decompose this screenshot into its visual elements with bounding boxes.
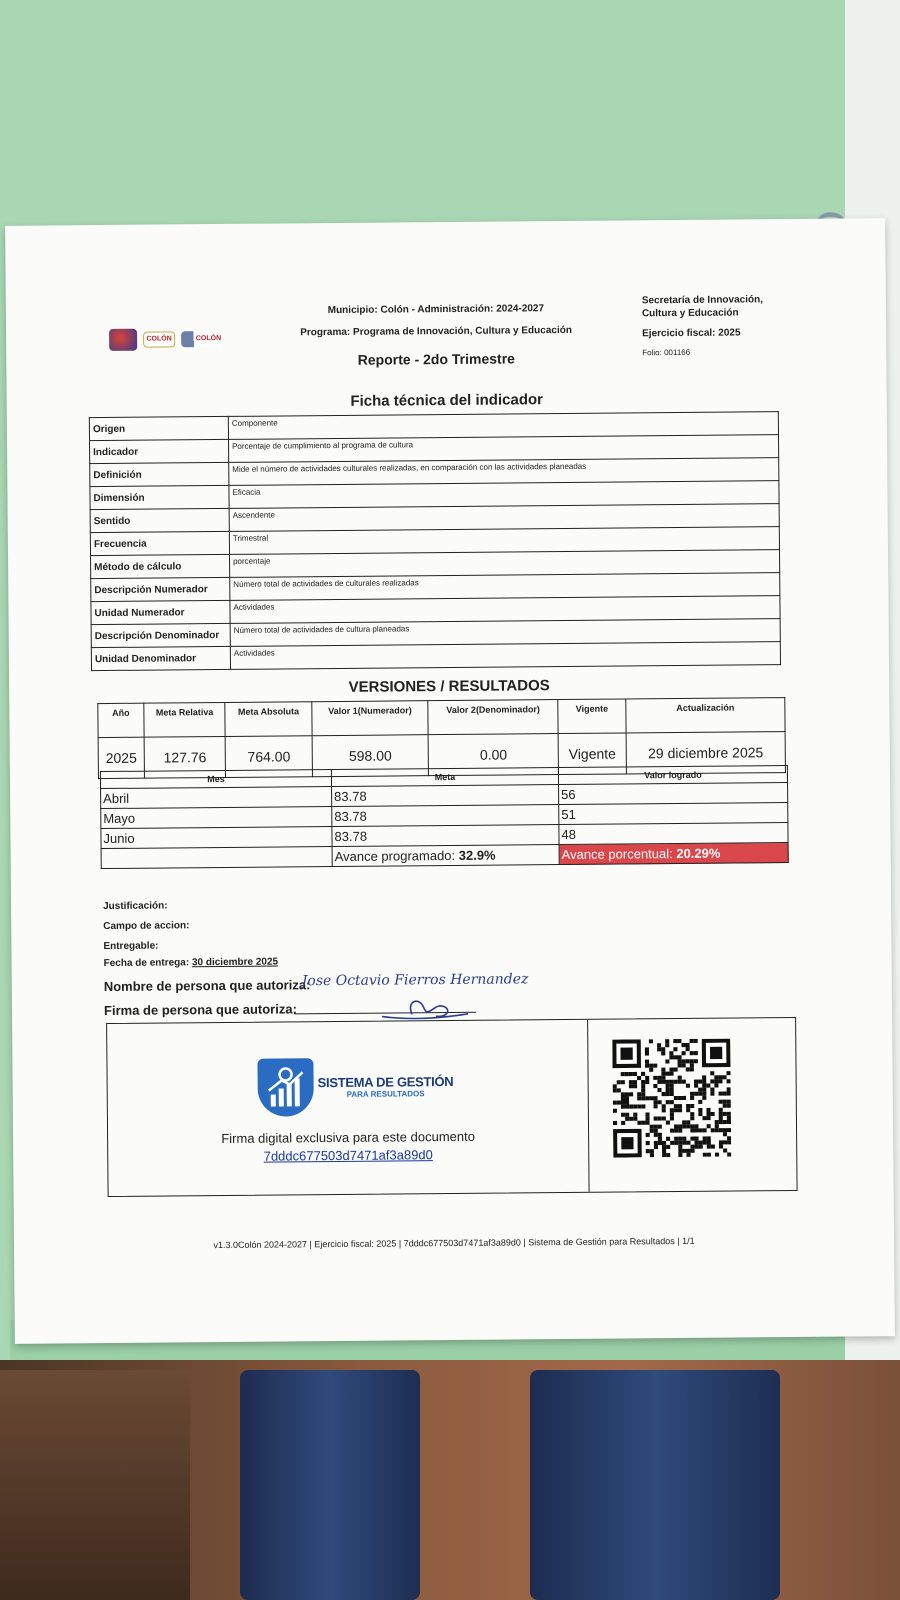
valor-cell: 51 bbox=[559, 803, 788, 825]
ficha-value: Componente bbox=[228, 412, 778, 440]
meta-header: Meta bbox=[331, 768, 558, 787]
nombre-autoriza-label: Nombre de persona que autoriza: bbox=[103, 977, 311, 995]
signer-name-handwriting: Jose Octavio Fierros Hernandez bbox=[301, 971, 529, 990]
valor-cell: 48 bbox=[559, 823, 788, 845]
ficha-value: Actividades bbox=[230, 642, 780, 670]
meses-table bbox=[100, 765, 789, 869]
colon-seal-icon: COLÓN bbox=[181, 331, 223, 347]
ficha-row bbox=[91, 642, 780, 671]
header-logos bbox=[109, 328, 223, 351]
ficha-value: Eficacia bbox=[229, 481, 779, 509]
qr-code-icon bbox=[612, 1039, 731, 1158]
ficha-label: Dimensión bbox=[90, 485, 229, 509]
versiones-value: 2025 bbox=[98, 737, 144, 778]
versiones-header: Meta Relativa bbox=[144, 702, 226, 737]
header-center bbox=[236, 302, 637, 368]
avance-porcentual: Avance porcentual: 20.29% bbox=[559, 843, 788, 865]
versiones-value: Vigente bbox=[558, 733, 626, 775]
versiones-header: Valor 1(Numerador) bbox=[312, 701, 429, 736]
versiones-header: Año bbox=[98, 703, 144, 737]
versiones-header: Valor 2(Denominador) bbox=[428, 700, 558, 735]
ficha-label: Sentido bbox=[90, 508, 229, 532]
cardboard-box bbox=[0, 1370, 190, 1600]
programa-text: Programa: Programa de Innovación, Cultura y Educación bbox=[300, 324, 572, 339]
ficha-label: Frecuencia bbox=[90, 531, 229, 555]
ficha-label: Unidad Denominador bbox=[91, 646, 230, 670]
firma-digital-box bbox=[106, 1017, 797, 1197]
versiones-value: 127.76 bbox=[144, 736, 226, 778]
signature-scribble bbox=[372, 994, 472, 1023]
ficha-value: Número total de actividades de cultura planeadas bbox=[230, 619, 780, 647]
versiones-value: 764.00 bbox=[226, 736, 313, 778]
ficha-label: Descripción Denominador bbox=[91, 623, 230, 647]
ficha-title: Ficha técnica del indicador bbox=[350, 391, 544, 410]
folio-text: Folio: 001166 bbox=[642, 347, 691, 358]
ficha-value: porcentaje bbox=[230, 550, 780, 578]
sgr-title: SISTEMA DE GESTIÓN bbox=[317, 1073, 454, 1091]
ficha-label: Descripción Numerador bbox=[91, 577, 230, 601]
secretaria-text: Secretaría de Innovación, Cultura y Educación bbox=[641, 294, 764, 320]
mes-header: Mes bbox=[100, 770, 331, 789]
ficha-label: Definición bbox=[90, 462, 229, 486]
ficha-value: Número total de actividades de culturales realizadas bbox=[230, 573, 780, 601]
fecha-entrega: Fecha de entrega: 30 diciembre 2025 bbox=[103, 956, 279, 970]
ficha-label: Unidad Numerador bbox=[91, 600, 230, 624]
ficha-label: Indicador bbox=[90, 439, 229, 463]
meta-cell: 83.78 bbox=[332, 785, 559, 807]
mes-cell: Abril bbox=[101, 787, 332, 809]
campo-label: Campo de accion: bbox=[103, 920, 190, 933]
empty-cell bbox=[101, 847, 332, 869]
mes-cell: Junio bbox=[101, 827, 332, 849]
sgr-subtitle: PARA RESULTADOS bbox=[346, 1089, 425, 1099]
versiones-value: 29 diciembre 2025 bbox=[626, 732, 785, 774]
ficha-label: Método de cálculo bbox=[91, 554, 230, 578]
ejercicio-text: Ejercicio fiscal: 2025 bbox=[642, 327, 741, 340]
versiones-value: 598.00 bbox=[312, 735, 429, 777]
versiones-header: Actualización bbox=[626, 698, 785, 733]
entregable-label: Entregable: bbox=[103, 940, 159, 953]
reporte-title: Reporte - 2do Trimestre bbox=[357, 350, 515, 368]
versiones-header: Vigente bbox=[558, 699, 626, 734]
header-right bbox=[642, 292, 863, 357]
ficha-value: Porcentaje de cumplimiento al programa de cultura bbox=[229, 435, 779, 463]
firma-hash-link[interactable]: 7dddc677503d7471af3a89d0 bbox=[263, 1147, 433, 1164]
versiones-header: Meta Absoluta bbox=[225, 702, 312, 737]
footer-text: v1.3.0Colón 2024-2027 | Ejercicio fiscal: 2025 | 7dddc677503d7471af3a89d0 | Sistema de Gestión para Resultados | 1/1 bbox=[213, 1235, 695, 1251]
colon-logo-icon: COLÓN bbox=[143, 331, 175, 347]
shield-chart-icon bbox=[257, 1058, 314, 1116]
avance-programado: Avance programado: 32.9% bbox=[332, 845, 559, 867]
mes-cell: Mayo bbox=[101, 807, 332, 829]
ficha-value: Trimestral bbox=[229, 527, 779, 555]
firma-digital-text: Firma digital exclusiva para este documento bbox=[221, 1128, 475, 1147]
ficha-label: Origen bbox=[89, 416, 228, 440]
ficha-value: Actividades bbox=[230, 596, 780, 624]
meta-cell: 83.78 bbox=[332, 805, 559, 827]
person-legs bbox=[180, 1370, 840, 1600]
municipio-text: Municipio: Colón - Administración: 2024-2027 bbox=[327, 303, 545, 317]
firma-autoriza-label: Firma de persona que autoriza: bbox=[103, 1001, 297, 1019]
valor-cell: 56 bbox=[559, 783, 788, 805]
valor-header: Valor logrado bbox=[558, 766, 787, 785]
versiones-value: 0.00 bbox=[428, 734, 558, 776]
meta-cell: 83.78 bbox=[332, 825, 559, 847]
sgr-logo bbox=[257, 1057, 453, 1117]
versiones-title: VERSIONES / RESULTADOS bbox=[348, 677, 550, 696]
document-sheet bbox=[5, 218, 895, 1344]
ficha-table bbox=[89, 411, 781, 671]
ficha-value: Ascendente bbox=[229, 504, 779, 532]
municipal-logo-icon bbox=[109, 329, 137, 351]
justificacion-label: Justificación: bbox=[103, 900, 168, 913]
ficha-value: Mide el número de actividades culturales realizadas, en comparación con las actividades planeadas bbox=[229, 458, 779, 486]
